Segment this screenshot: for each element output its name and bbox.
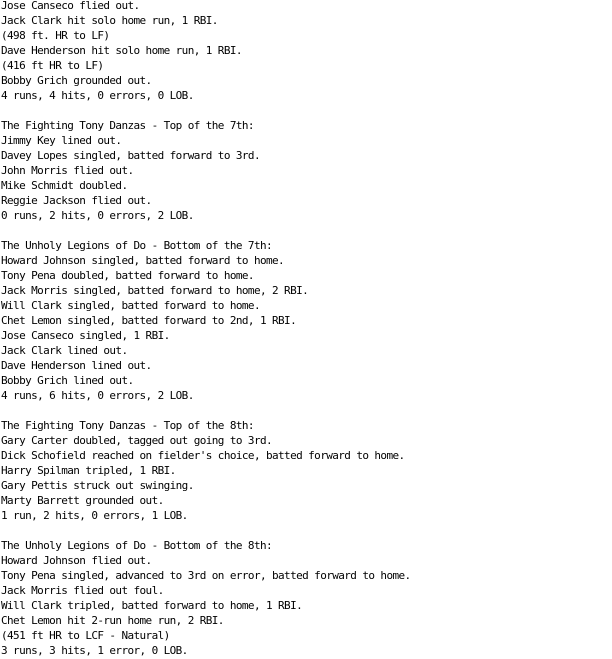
blank-line	[1, 103, 411, 118]
play-line: Tony Pena singled, advanced to 3rd on error, batted forward to home.	[1, 569, 411, 582]
play-line: Davey Lopes singled, batted forward to 3rd.	[1, 149, 260, 162]
play-line: Jack Clark lined out.	[1, 344, 128, 357]
play-line: Mike Schmidt doubled.	[1, 179, 128, 192]
play-line: Dave Henderson hit solo home run, 1 RBI.	[1, 44, 242, 57]
inning-header: The Unholy Legions of Do - Bottom of the 8th:	[1, 539, 273, 552]
play-line: Jose Canseco singled, 1 RBI.	[1, 329, 170, 342]
blank-line	[1, 223, 411, 238]
play-line: Jack Morris singled, batted forward to home, 2 RBI.	[1, 284, 309, 297]
blank-line	[1, 523, 411, 538]
home-run-distance-note: (451 ft HR to LCF - Natural)	[1, 629, 170, 642]
inning-header: The Unholy Legions of Do - Bottom of the 7th:	[1, 239, 273, 252]
play-line: Harry Spilman tripled, 1 RBI.	[1, 464, 176, 477]
inning-summary: 4 runs, 4 hits, 0 errors, 0 LOB.	[1, 89, 194, 102]
game-log	[1, 0, 411, 658]
play-line: Gary Pettis struck out swinging.	[1, 479, 194, 492]
play-line: Marty Barrett grounded out.	[1, 494, 164, 507]
play-line: Bobby Grich lined out.	[1, 374, 134, 387]
play-line: Jack Clark hit solo home run, 1 RBI.	[1, 14, 218, 27]
play-line: Reggie Jackson flied out.	[1, 194, 152, 207]
blank-line	[1, 403, 411, 418]
play-line: Will Clark singled, batted forward to home.	[1, 299, 260, 312]
inning-summary: 0 runs, 2 hits, 0 errors, 2 LOB.	[1, 209, 194, 222]
play-line: Chet Lemon hit 2-run home run, 2 RBI.	[1, 614, 224, 627]
inning-summary: 3 runs, 3 hits, 1 error, 0 LOB.	[1, 644, 188, 657]
play-line: Bobby Grich grounded out.	[1, 74, 152, 87]
play-line: Howard Johnson singled, batted forward to home.	[1, 254, 285, 267]
play-line: Tony Pena doubled, batted forward to home.	[1, 269, 254, 282]
play-line: Howard Johnson flied out.	[1, 554, 152, 567]
play-line: Dick Schofield reached on fielder's choice, batted forward to home.	[1, 449, 405, 462]
inning-summary: 4 runs, 6 hits, 0 errors, 2 LOB.	[1, 389, 194, 402]
play-line: Dave Henderson lined out.	[1, 359, 152, 372]
inning-header: The Fighting Tony Danzas - Top of the 8th:	[1, 419, 254, 432]
home-run-distance-note: (498 ft. HR to LF)	[1, 29, 110, 42]
inning-header: The Fighting Tony Danzas - Top of the 7th:	[1, 119, 254, 132]
play-line: Jimmy Key lined out.	[1, 134, 122, 147]
inning-summary: 1 run, 2 hits, 0 errors, 1 LOB.	[1, 509, 188, 522]
play-line: John Morris flied out.	[1, 164, 134, 177]
play-line: Jose Canseco flied out.	[1, 0, 140, 12]
home-run-distance-note: (416 ft HR to LF)	[1, 59, 104, 72]
play-line: Chet Lemon singled, batted forward to 2nd, 1 RBI.	[1, 314, 297, 327]
play-line: Jack Morris flied out foul.	[1, 584, 164, 597]
play-line: Will Clark tripled, batted forward to home, 1 RBI.	[1, 599, 303, 612]
play-line: Gary Carter doubled, tagged out going to 3rd.	[1, 434, 273, 447]
